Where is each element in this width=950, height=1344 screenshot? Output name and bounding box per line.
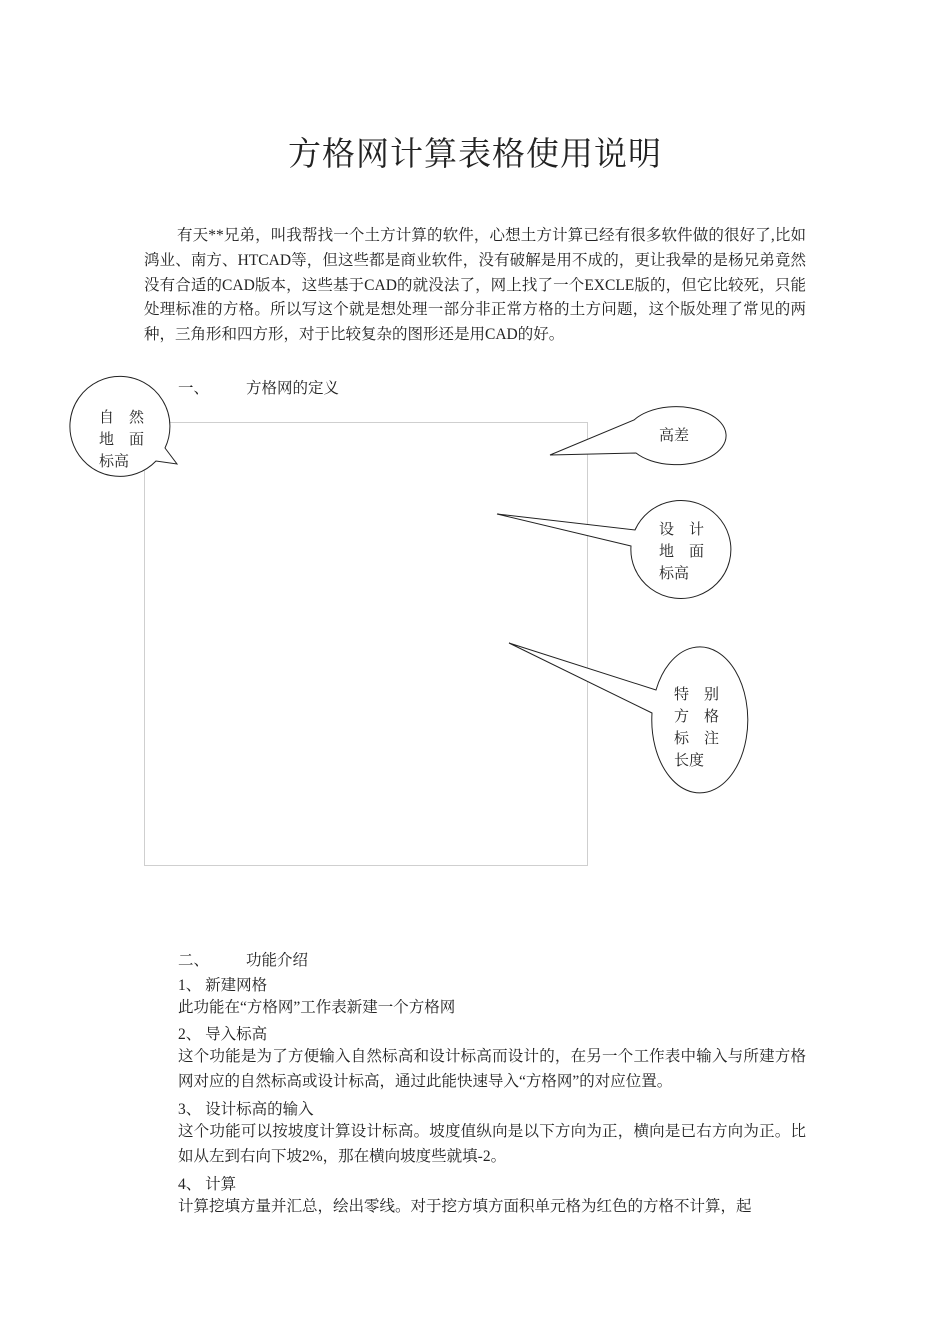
section-label: 功能介绍 (246, 952, 309, 969)
feature-heading: 2、 导入标高 (178, 1026, 268, 1043)
feature-description: 此功能在“方格网”工作表新建一个方格网 (178, 999, 456, 1016)
document-title: 方格网计算表格使用说明 (288, 137, 662, 173)
section-heading-2 (178, 948, 308, 970)
section-label: 方格网的定义 (246, 380, 340, 397)
section-number: 一、 (178, 380, 210, 397)
feature-heading: 4、 计算 (178, 1176, 237, 1193)
feature-description: 这个功能可以按坡度计算设计标高。坡度值纵向是以下方向为正，横向是已右方向为正。比如从左到右向下坡2%，那在横向坡度些就填-2。 (178, 1123, 806, 1165)
callout-diff-text: 高差 (659, 428, 690, 444)
section-number: 二、 (178, 952, 210, 969)
feature-description: 这个功能是为了方便输入自然标高和设计标高而设计的，在另一个工作表中输入与所建方格网对应的自然标高或设计标高，通过此能快速导入“方格网”的对应位置。 (178, 1048, 806, 1090)
feature-description: 计算挖填方量并汇总，绘出零线。对于挖方填方面积单元格为红色的方格不计算，起 (178, 1198, 752, 1215)
intro-paragraph: 有天**兄弟，叫我帮找一个土方计算的软件，心想土方计算已经有很多软件做的很好了,比如鸿业、南方、HTCAD等，但这些都是商业软件，没有破解是用不成的，更让我晕的是杨兄弟竟然没有合适的CAD版本，这些基于CAD的就没法了，网上找了一个EXCLE版的，但它比较死，只能处理标准的方格。所以写这个就是想处理一部分非正常方格的土方问题，这个版处理了常见的两种，三角形和四方形，对于比较复杂的图形还是用CAD的好。 (144, 227, 806, 344)
callout-natural-text: 自 然 地 面 标高 (99, 410, 145, 470)
callout-height-difference (550, 407, 726, 465)
callout-special-text: 特 别 方 格 标 注 长度 (674, 687, 720, 769)
callout-design-text: 设 计 地 面 标高 (659, 522, 705, 582)
feature-heading: 3、 设计标高的输入 (178, 1101, 314, 1118)
feature-heading: 1、 新建网格 (178, 977, 268, 994)
